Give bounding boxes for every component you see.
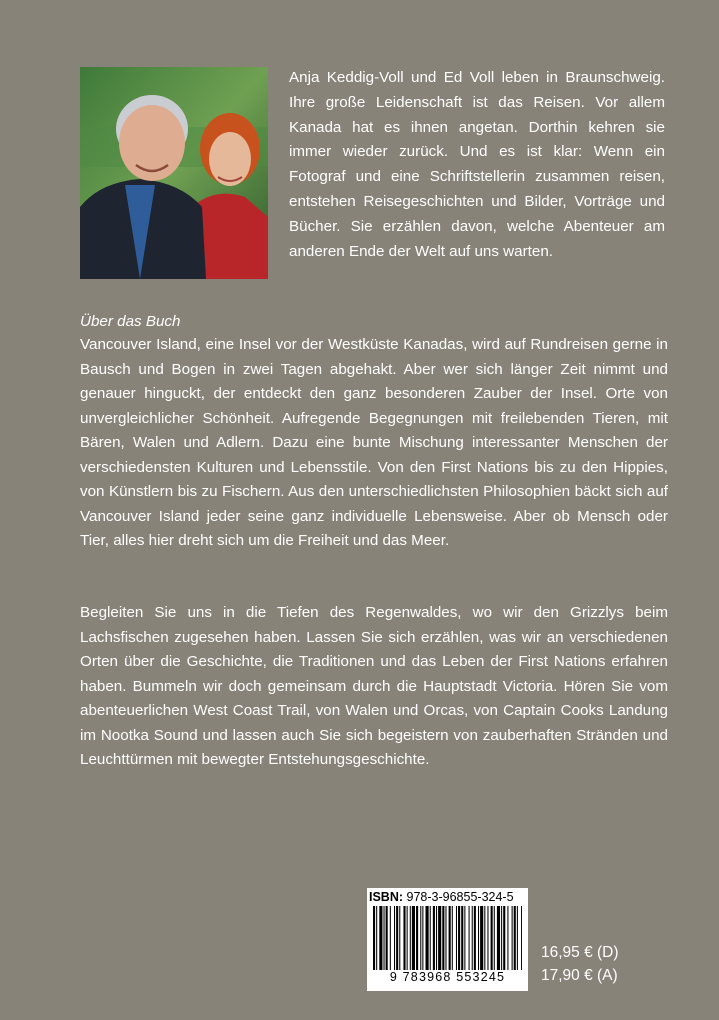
barcode-bar [461, 906, 463, 970]
barcode-bar [464, 906, 465, 970]
barcode-icon [373, 906, 522, 970]
barcode-bar [433, 906, 435, 970]
barcode-bar [396, 906, 398, 970]
barcode-bar [386, 906, 388, 970]
barcode-bar [445, 906, 446, 970]
barcode-bar [449, 906, 451, 970]
barcode-bar [507, 906, 508, 970]
price-germany: 16,95 € (D) [541, 944, 619, 961]
barcode-bar [487, 906, 488, 970]
barcode-bar [403, 906, 405, 970]
barcode-bar [469, 906, 470, 970]
barcode-bar [512, 906, 513, 970]
price-austria: 17,90 € (A) [541, 967, 618, 984]
barcode-bar [379, 906, 382, 970]
barcode-bar [503, 906, 505, 970]
isbn-label: ISBN: [369, 890, 404, 904]
barcode-bar [474, 906, 476, 970]
barcode-bar [472, 906, 473, 970]
barcode-digits: 9 783968 553245 [389, 970, 506, 984]
barcode-bar [399, 906, 400, 970]
author-bio: Anja Keddig-Voll und Ed Voll leben in Braunschweig. Ihre große Leidenschaft ist das Reisen. Vor allem Kanada hat es ihnen angetan. Dorthin kehren sie immer wieder zurück. Und es ist klar: Wenn ein Fotograf und eine Schriftstellerin zusammen reisen, entstehen Reisegeschichten und Bilder, Vorträge und Bücher. Sie erzählen davon, welche Abenteuer am anderen Ende der Welt auf uns warten. [289, 69, 665, 260]
barcode-bar [491, 906, 493, 970]
barcode-bar [438, 906, 441, 970]
barcode-bar [484, 906, 485, 970]
isbn-number: 978-3-96855-324-5 [406, 890, 514, 904]
barcode-bar [514, 906, 516, 970]
barcode-bar [384, 906, 385, 970]
barcode-bar [376, 906, 377, 970]
barcode-bar [480, 906, 483, 970]
barcode-bar [442, 906, 444, 970]
barcode-bar [407, 906, 408, 970]
about-paragraph-2: Begleiten Sie uns in die Tiefen des Regenwaldes, wo wir den Grizzlys beim Lachsfischen zugesehen haben. Lassen Sie sich erzählen, was wir an verschiedenen Orten über die Geschichte, die Traditionen und das Leben der First Nations erfahren haben. Bummeln wir doch gemeinsam durch die Hauptstadt Victoria. Hören Sie vom abenteuerlichen West Coast Trail, von Walen und Orcas, von Captain Cooks Landung im Nootka Sound und lassen auch Sie sich begeistern von zauberhaften Stränden und Leuchttürmen mit bewegter Entstehungsgeschichte. [80, 604, 668, 768]
barcode-bar [416, 906, 418, 970]
authors-photo-icon [80, 67, 268, 279]
about-heading: Über das Buch [80, 313, 181, 330]
authors-photo [80, 67, 268, 279]
barcode-bar [494, 906, 495, 970]
barcode-bar [373, 906, 375, 970]
barcode-bar [478, 906, 479, 970]
barcode-bar [422, 906, 423, 970]
barcode-bar [412, 906, 415, 970]
barcode-bar [420, 906, 421, 970]
barcode-bar [452, 906, 453, 970]
isbn-line [369, 890, 514, 904]
barcode-bar [497, 906, 500, 970]
barcode-bar [521, 906, 522, 970]
isbn-barcode-box [367, 888, 528, 991]
about-paragraph-1: Vancouver Island, eine Insel vor der Westküste Kanadas, wird auf Rundreisen gerne in Bausch und Bogen in zwei Tagen abgehakt. Aber wer sich länger Zeit nimmt und genauer hinguckt, der entdeckt den ganz besonderen Zauber der Insel. Orte von unvergleichlicher Schönheit. Aufregende Begegnungen mit freilebenden Tieren, mit Bären, Walen und Adlern. Dazu eine bunte Mischung interessanter Menschen der verschiedensten Kulturen und Lebensstile. Von den First Nations bis zu den Hippies, von Künstlern bis zu Fischern. Aus den unterschiedlichsten Philosophien bäckt sich auf Vancouver Island jeder seine ganz individuelle Lebensweise. Aber ob Mensch oder Tier, alles hier dreht sich um die Freiheit und das Meer. [80, 336, 668, 549]
barcode-bar [456, 906, 457, 970]
barcode-bar [394, 906, 395, 970]
barcode-bar [430, 906, 431, 970]
barcode-bar [410, 906, 411, 970]
barcode-bar [390, 906, 391, 970]
barcode-bar [501, 906, 502, 970]
barcode-bar [426, 906, 429, 970]
barcode-bar [517, 906, 518, 970]
barcode-bar [436, 906, 437, 970]
barcode-bar [458, 906, 460, 970]
